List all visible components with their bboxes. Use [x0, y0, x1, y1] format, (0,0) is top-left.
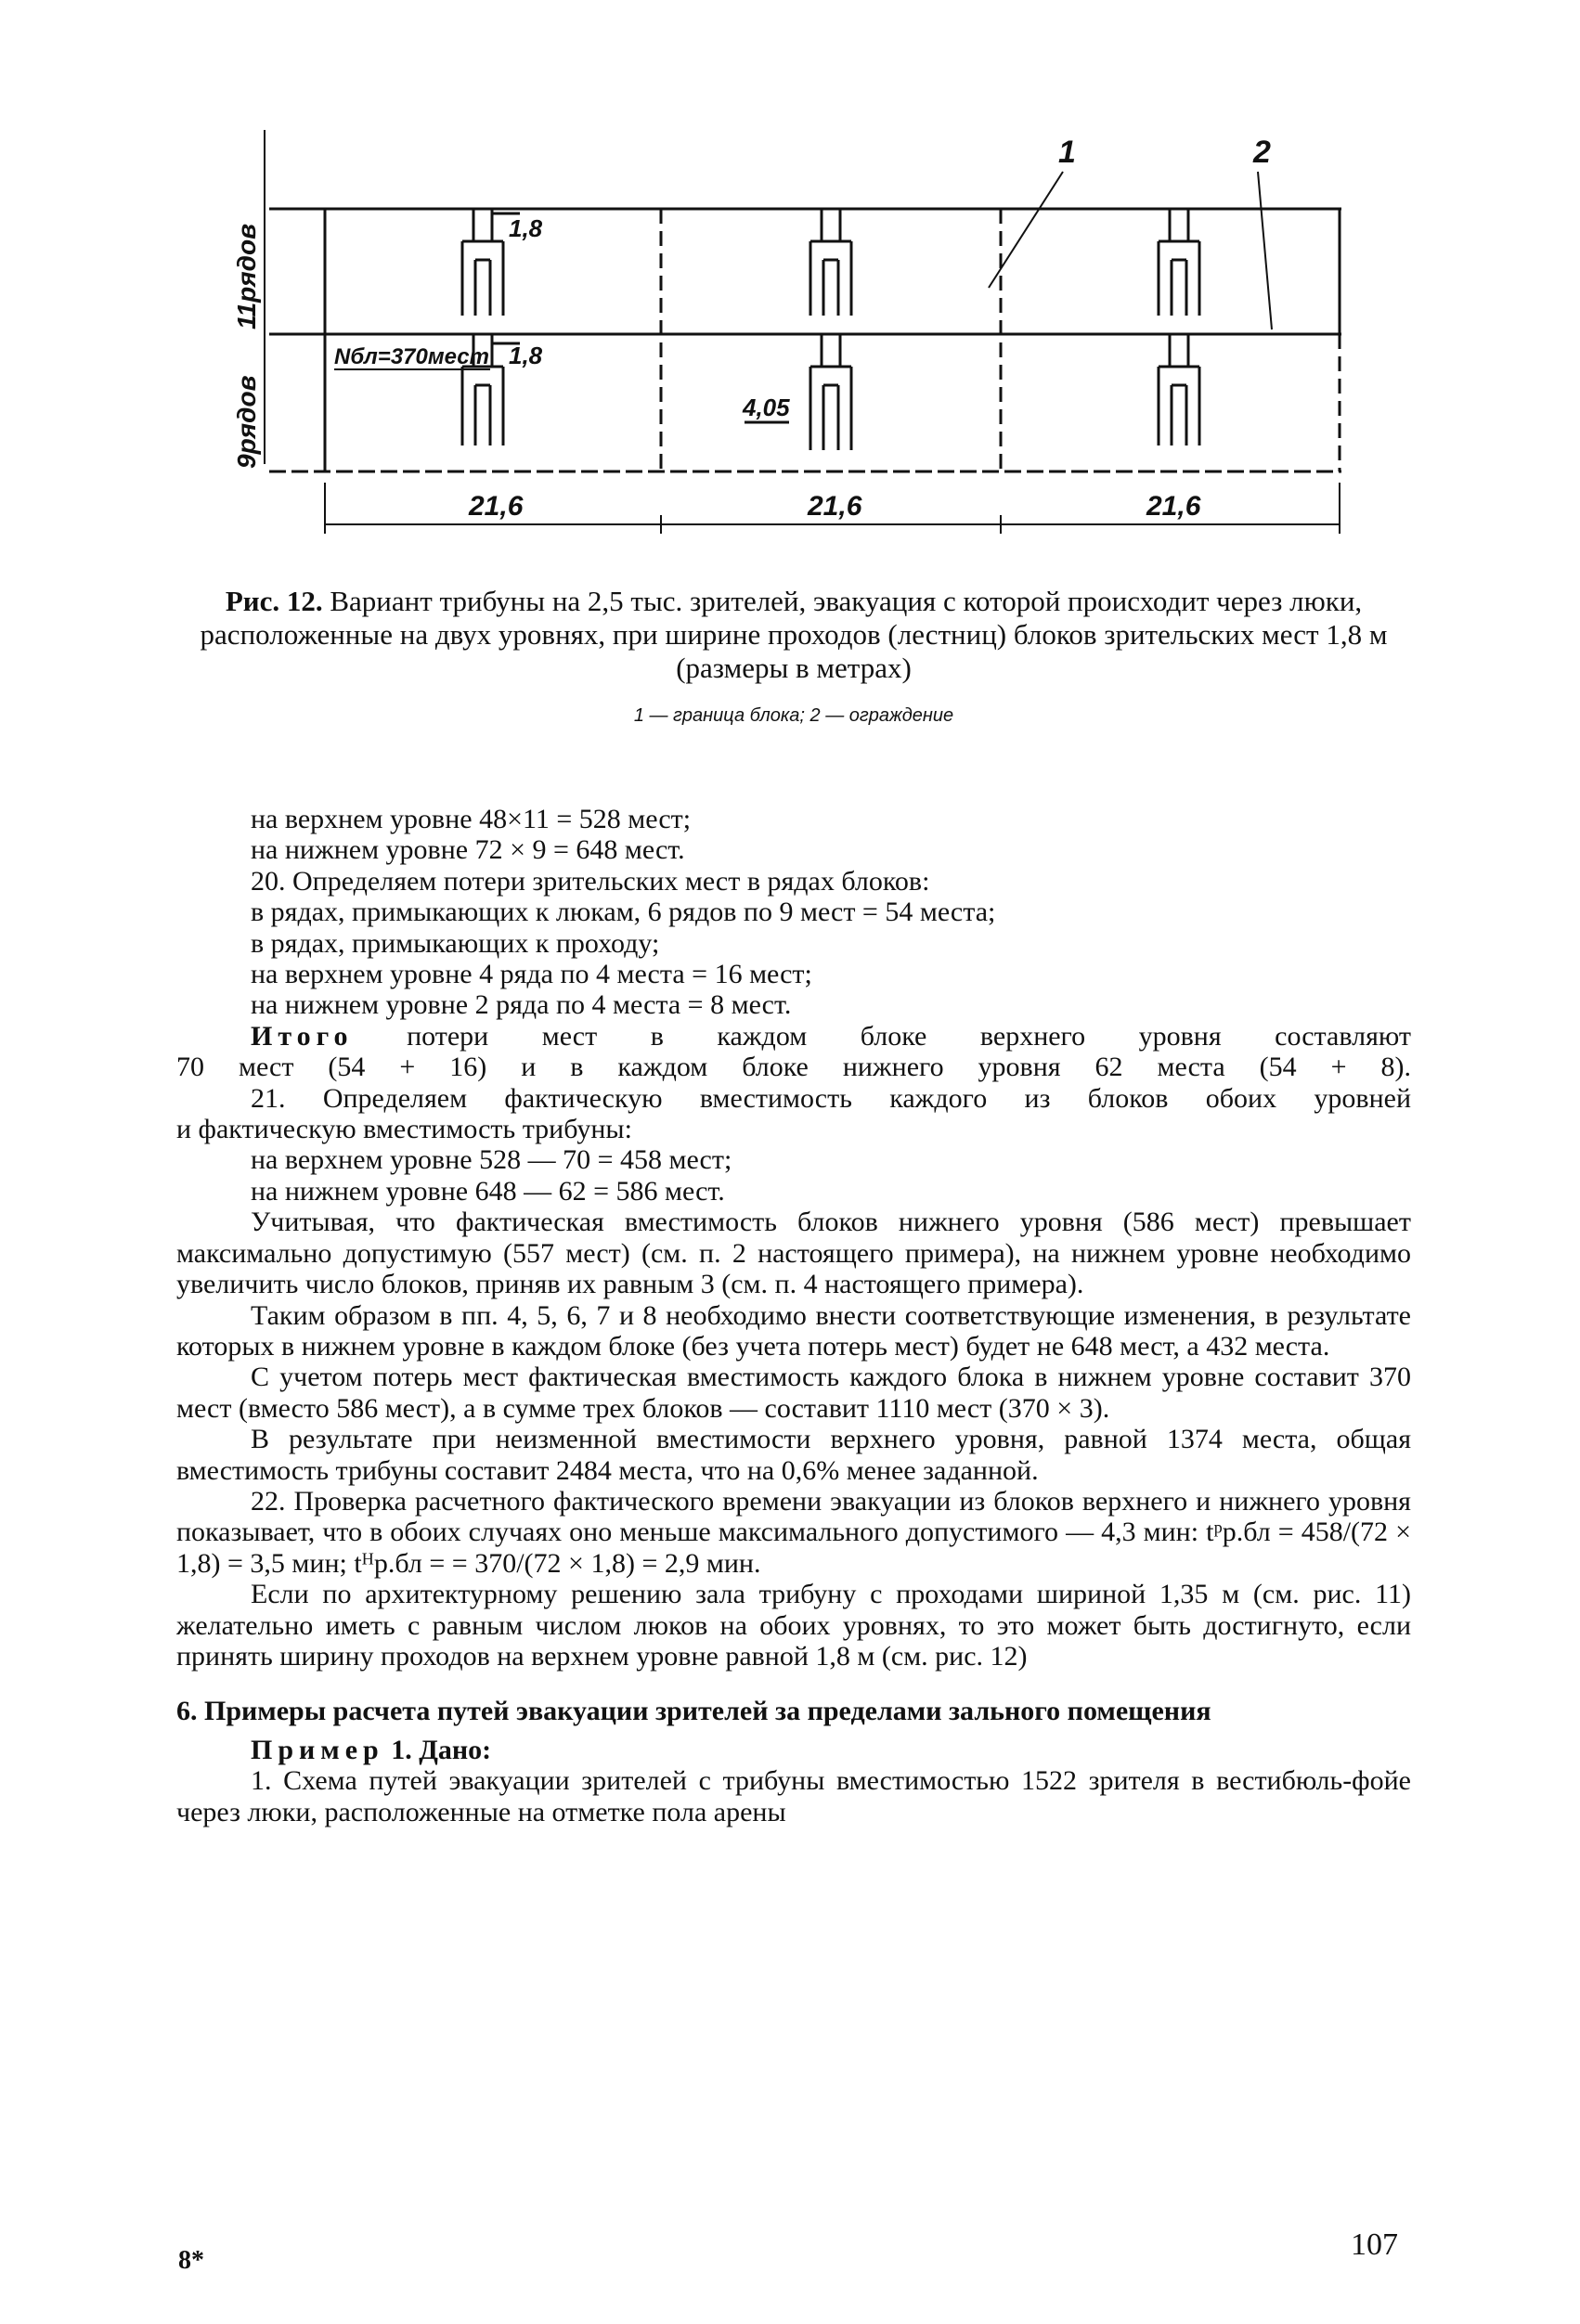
dim-1-8-top: 1,8	[509, 214, 543, 242]
dim-1-8-lower: 1,8	[509, 342, 543, 369]
paragraph: Учитывая, что фактическая вместимость блоков нижнего уровня (586 мест) превышает максимально допустимую (557 мест) (см. п. 2 настоящего примера), на нижнем уровне необходимо увеличить число блоков, приняв их равным 3 (см. п. 4 настоящего примера).	[176, 1207, 1411, 1300]
n-block-label: Nбл=370мест	[334, 344, 489, 369]
rows-upper-label: 11рядов	[232, 224, 261, 329]
dim-21-6-b: 21,6	[808, 491, 862, 522]
text-line: на нижнем уровне 72 × 9 = 648 мест.	[251, 834, 685, 866]
dim-21-6-a: 21,6	[469, 491, 524, 522]
paragraph: 22. Проверка расчетного фактического времени эвакуации из блоков верхнего и нижнего уровня показывает, что в обоих случаях оно меньше максимального допустимого — 4,3 мин: tᵖр.бл = 458/(72 × 1,8) = 3,5 мин; tᴴр.бл = = 370/(72 × 1,8) = 2,9 мин.	[176, 1485, 1411, 1579]
itogo-rest: потери мест в каждом блоке верхнего уровня составляют	[407, 1020, 1411, 1052]
paragraph: Если по архитектурному решению зала трибуну с проходами шириной 1,35 м (см. рис. 11) желательно иметь с равным числом люков на обоих уровнях, то это может быть достигнуто, если принять ширину проходов на верхнем уровне равной 1,8 м (см. рис. 12)	[176, 1579, 1411, 1672]
text-line: на нижнем уровне 2 ряда по 4 места = 8 мест.	[251, 989, 792, 1021]
text-line: на верхнем уровне 4 ряда по 4 места = 16 мест;	[251, 959, 812, 990]
paragraph: 1. Схема путей эвакуации зрителей с трибуны вместимостью 1522 зрителя в вестибюль-фойе через люки, расположенные на отметке пола арены	[176, 1765, 1411, 1827]
text-line: на верхнем уровне 48×11 = 528 мест;	[251, 804, 692, 834]
paragraph: С учетом потерь мест фактическая вместимость каждого блока в нижнем уровне составит 370 мест (вместо 586 мест), а в сумме трех блоков — составит 1110 мест (370 × 3).	[176, 1362, 1411, 1424]
figure-12-diagram	[214, 121, 1383, 557]
example-word: Пример	[251, 1734, 384, 1765]
section-heading: 6. Примеры расчета путей эвакуации зрителей за пределами зального помещения	[176, 1696, 1211, 1727]
caption-legend: 1 — граница блока; 2 — ограждение	[633, 705, 954, 726]
figure-caption	[176, 585, 1411, 685]
text-line: 21. Определяем фактическую вместимость каждого из блоков обоих уровней	[251, 1082, 1411, 1114]
text-line: и фактическую вместимость трибуны:	[176, 1114, 632, 1145]
text-line: 20. Определяем потери зрительских мест в рядах блоков:	[251, 865, 930, 897]
dim-21-6-c: 21,6	[1146, 491, 1201, 522]
paragraph: В результате при неизменной вместимости верхнего уровня, равной 1374 места, общая вместимость трибуны составит 2484 места, что на 0,6% менее заданной.	[176, 1424, 1411, 1486]
callout-1: 1	[1058, 135, 1076, 170]
text-line: в рядах, примыкающих к проходу;	[251, 927, 660, 959]
body-text	[176, 804, 1411, 1827]
text-line: на верхнем уровне 528 — 70 = 458 мест;	[251, 1144, 732, 1176]
example-heading	[176, 1735, 1411, 1765]
signature-mark: 8*	[178, 2246, 204, 2275]
text-line: в рядах, примыкающих к люкам, 6 рядов по 9 мест = 54 места;	[251, 897, 996, 928]
itogo-word: Итого	[251, 1020, 354, 1052]
text-line: 70 мест (54 + 16) и в каждом блоке нижнего уровня 62 места (54 + 8).	[176, 1052, 1411, 1083]
caption-text: Вариант трибуны на 2,5 тыс. зрителей, эвакуация с которой происходит через люки, расположенные на двух уровнях, при ширине проходов (лестниц) блоков зрительских мест 1,8 м (размеры в метрах)	[200, 585, 1388, 684]
example-given: 1. Дано:	[391, 1734, 492, 1765]
caption-label: Рис. 12.	[225, 585, 323, 617]
paragraph: Таким образом в пп. 4, 5, 6, 7 и 8 необходимо внести соответствующие изменения, в результате которых в нижнем уровне в каждом блоке (без учета потерь мест) будет не 648 мест, а 432 места.	[176, 1299, 1411, 1362]
callout-2: 2	[1253, 135, 1271, 170]
rows-lower-label: 9рядов	[232, 375, 261, 469]
text-line	[176, 1021, 1411, 1052]
dim-4-05: 4,05	[743, 394, 790, 421]
page-number: 107	[1351, 2227, 1398, 2262]
text-line: на нижнем уровне 648 — 62 = 586 мест.	[251, 1175, 725, 1207]
